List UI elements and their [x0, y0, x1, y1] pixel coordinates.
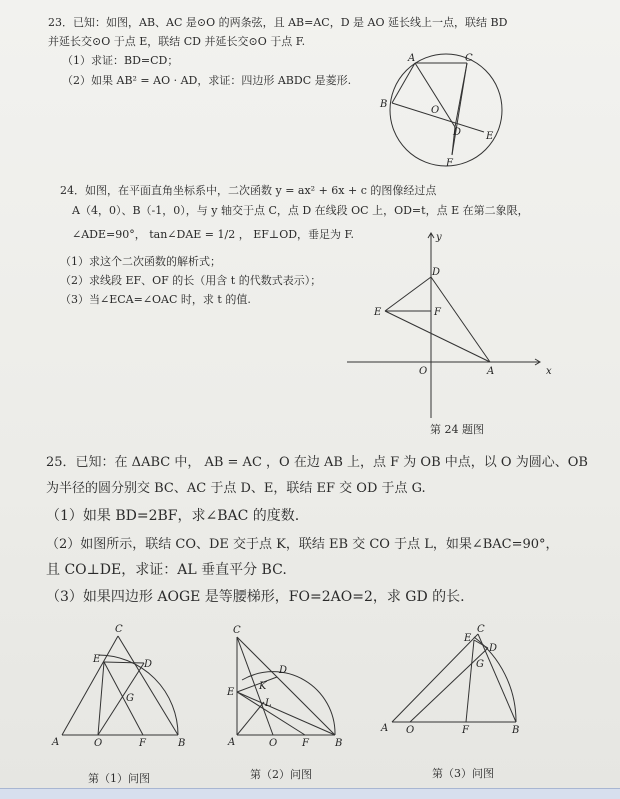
- q25-fig2-C: C: [233, 625, 241, 636]
- q25-fig3-D: D: [489, 643, 498, 654]
- q24-part2: （2）求线段 EF、OF 的长（用含 t 的代数式表示）；: [60, 274, 322, 287]
- q25-fig1-A: A: [52, 737, 60, 748]
- q24-line1: 24．如图，在平面直角坐标系中，二次函数 y = ax² + 6x + c 的图像经过点: [60, 184, 437, 197]
- q25-fig2-E: E: [227, 687, 235, 698]
- q25-fig3-G: G: [476, 659, 484, 670]
- q25-line2: 为半径的圆分别交 BC、AC 于点 D、E，联结 EF 交 OD 于点 G.: [46, 481, 426, 496]
- q23-line2: 并延长交⊙O 于点 E，联结 CD 并延长交⊙O 于点 F.: [48, 35, 306, 48]
- q25-fig1-F: F: [139, 738, 146, 749]
- q25-fig3-F: F: [462, 725, 469, 736]
- q24-caption: 第 24 题图: [430, 423, 484, 436]
- q24-part3: （3）当∠ECA=∠OAC 时，求 t 的值.: [60, 293, 251, 306]
- q23-label-F: F: [446, 158, 453, 169]
- q25-fig1-O: O: [94, 738, 103, 749]
- q25-fig3-O: O: [406, 725, 415, 736]
- q24-label-D: D: [432, 267, 441, 278]
- q25-fig1-E: E: [93, 654, 101, 665]
- q25-fig3-C: C: [477, 624, 485, 635]
- q25-caption-2: 第（2）问图: [250, 768, 312, 781]
- q25-fig1-D: D: [144, 659, 153, 670]
- q25-fig2-D: D: [279, 665, 288, 676]
- q23-label-E: E: [486, 131, 494, 142]
- q23-label-O: O: [431, 105, 440, 116]
- viewer-bottom-edge: [0, 788, 620, 799]
- q23-circle: [390, 54, 502, 166]
- q25-fig2-L: L: [265, 698, 272, 709]
- q25-fig1-C: C: [115, 624, 123, 635]
- q25-part1: （1）如果 BD=2BF，求∠BAC 的度数.: [46, 508, 300, 524]
- q23-label-B: B: [380, 99, 388, 110]
- q25-part2a: （2）如图所示，联结 CO、DE 交于点 K，联结 EB 交 CO 于点 L，如果∠BAC=90°，: [46, 537, 559, 552]
- q25-fig3-E: E: [464, 633, 472, 644]
- q25-fig2-A: A: [228, 737, 236, 748]
- q24-label-y: y: [436, 232, 442, 243]
- q23-label-D: D: [453, 127, 462, 138]
- q25-fig2-F: F: [302, 738, 309, 749]
- q25-fig3-B: B: [512, 725, 520, 736]
- q24-line2: A（4，0）、B（-1，0），与 y 轴交于点 C，点 D 在线段 OC 上，OD=t，点 E 在第二象限，: [72, 204, 529, 217]
- q25-fig2-O: O: [269, 738, 278, 749]
- q24-label-A: A: [487, 366, 495, 377]
- q24-label-O: O: [419, 366, 428, 377]
- q25-fig1-B: B: [178, 738, 186, 749]
- q23-part2: （2）如果 AB² = AO · AD，求证：四边形 ABDC 是菱形.: [62, 74, 352, 87]
- q25-caption-1: 第（1）问图: [88, 772, 150, 785]
- q25-part2b: 且 CO⊥DE，求证：AL 垂直平分 BC.: [46, 562, 287, 578]
- q23-label-A: A: [408, 53, 416, 64]
- q24-label-F: F: [434, 307, 441, 318]
- q25-part3: （3）如果四边形 AOGE 是等腰梯形，FO=2AO=2，求 GD 的长.: [46, 589, 465, 605]
- q25-fig3-A: A: [381, 723, 389, 734]
- q25-fig2-B: B: [335, 738, 343, 749]
- q23-line1: 23．已知：如图，AB、AC 是⊙O 的两条弦，且 AB=AC，D 是 AO 延长线上一点，联结 BD: [48, 16, 508, 29]
- q24-label-x: x: [546, 366, 552, 377]
- q25-fig1-G: G: [126, 693, 134, 704]
- q25-fig2-K: K: [259, 681, 267, 692]
- q25-caption-3: 第（3）问图: [432, 767, 494, 780]
- q23-part1: （1）求证：BD=CD；: [62, 54, 179, 67]
- q25-line1: 25．已知：在 ΔABC 中， AB = AC ，O 在边 AB 上，点 F 为 OB 中点，以 O 为圆心、OB: [46, 455, 588, 470]
- q24-part1: （1）求这个二次函数的解析式；: [60, 255, 221, 268]
- q23-label-C: C: [465, 53, 473, 64]
- q24-label-E: E: [374, 307, 382, 318]
- q24-line3: ∠ADE=90°， tan∠DAE = 1/2 ， EF⊥OD，垂足为 F.: [72, 228, 354, 241]
- q25-fig1: [62, 636, 178, 735]
- q25-fig2: [237, 637, 335, 735]
- q25-fig3: [392, 634, 516, 722]
